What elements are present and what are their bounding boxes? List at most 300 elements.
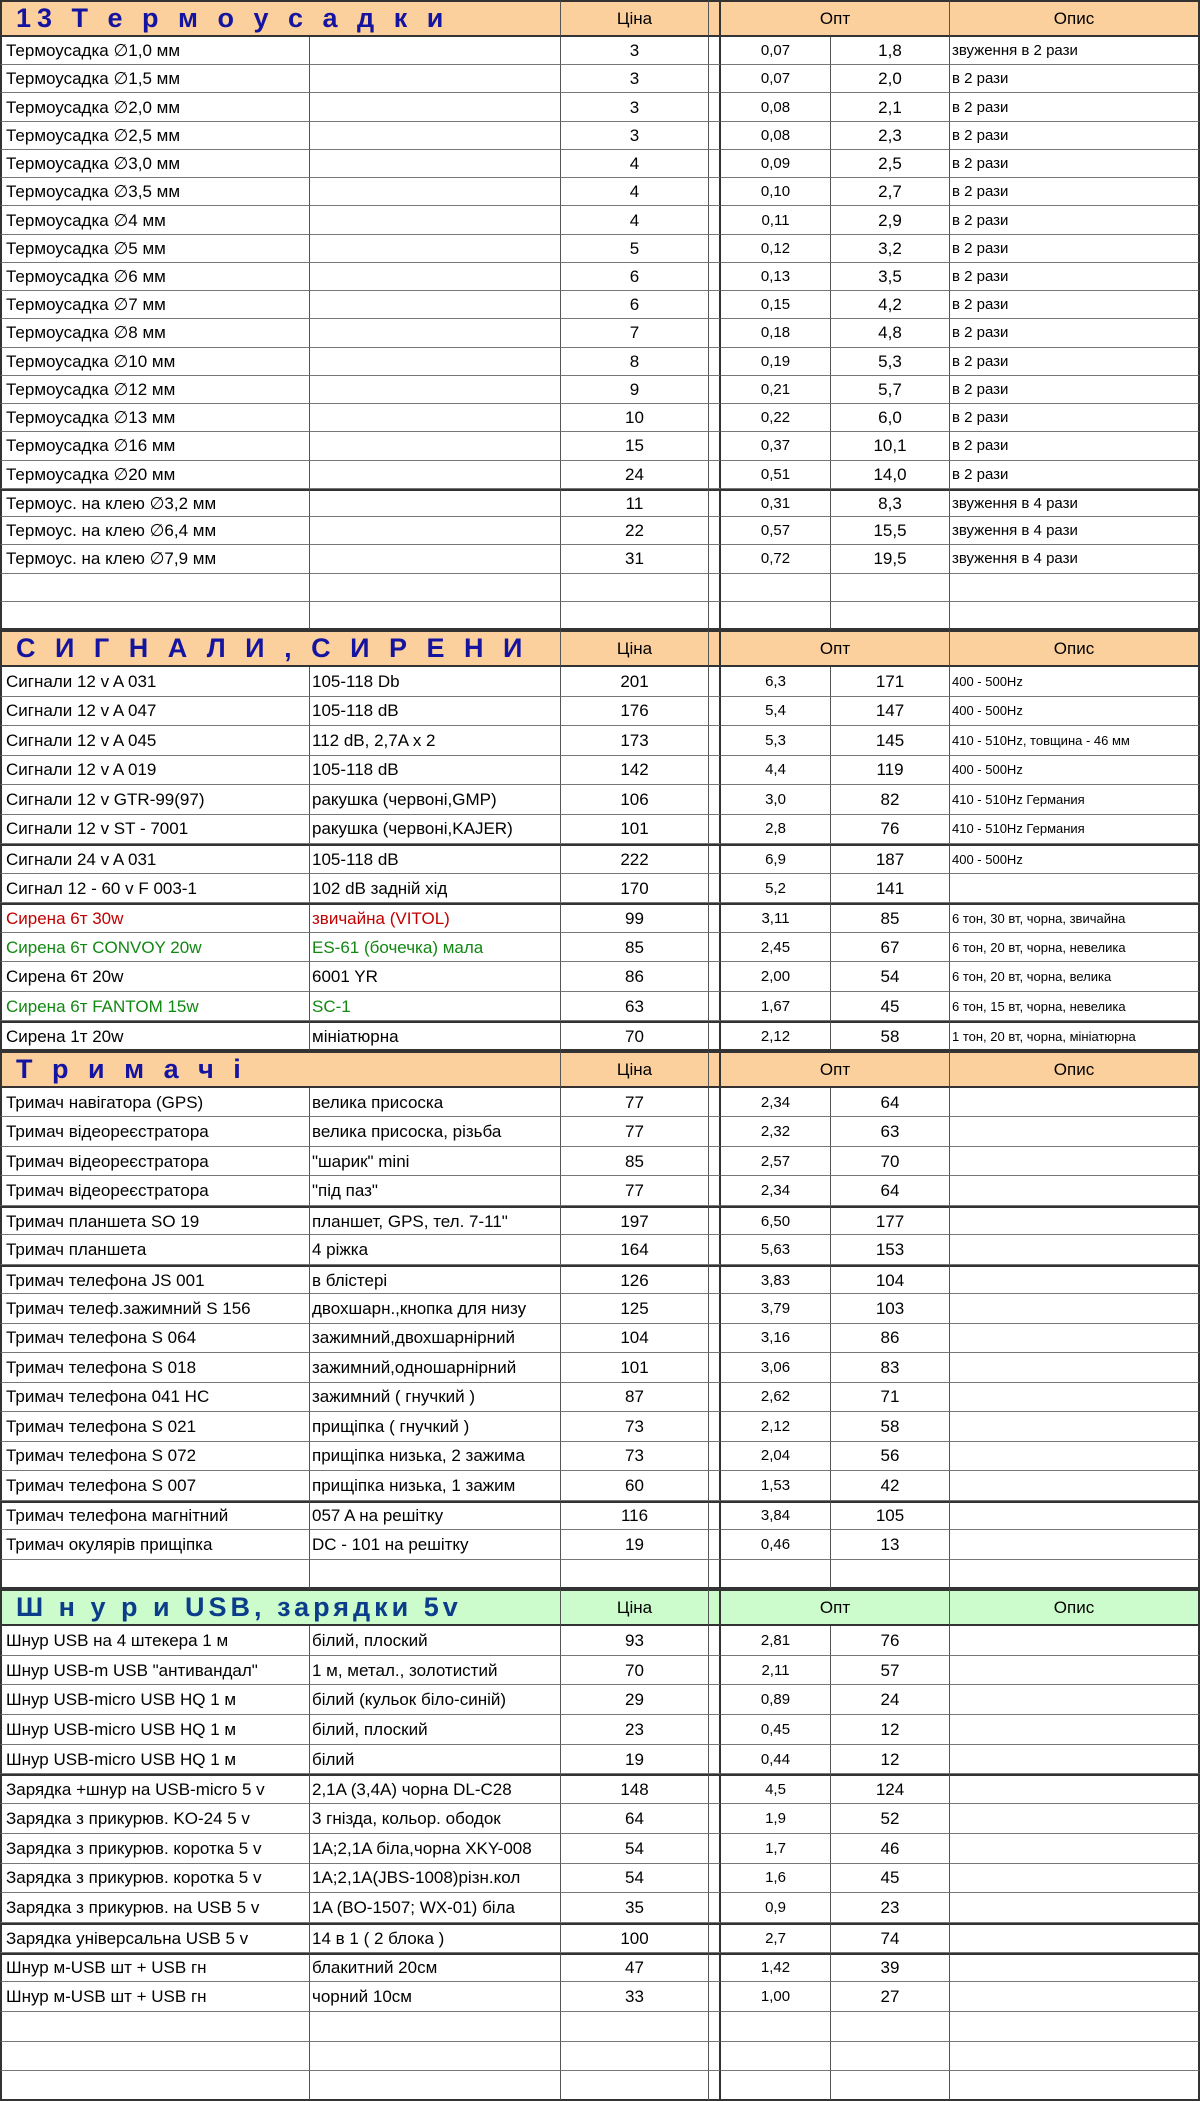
item-name: Зарядка універсальна USB 5 v (0, 1923, 310, 1953)
item-name: Тримач телефона S 064 (0, 1324, 310, 1353)
column-gap (709, 489, 721, 517)
item-price: 106 (561, 785, 709, 815)
item-name: Термоусадка ∅6 мм (0, 263, 310, 291)
table-row (0, 1021, 1200, 1051)
table-row (0, 1982, 1200, 2012)
item-opt-usd: 2,32 (721, 1117, 831, 1146)
item-price: 70 (561, 1021, 709, 1051)
item-note (950, 1953, 1200, 1983)
item-opt-usd: 2,04 (721, 1442, 831, 1471)
item-opt-uah: 58 (831, 1412, 950, 1441)
item-opt-uah (831, 2071, 950, 2101)
table-row (0, 844, 1200, 874)
table-row (0, 432, 1200, 460)
item-note: 6 тон, 20 вт, чорна, велика (950, 962, 1200, 992)
column-gap (709, 1685, 721, 1715)
item-description: SC-1 (310, 992, 561, 1022)
item-name: Тримач телефона S 007 (0, 1471, 310, 1500)
item-opt-usd: 0,19 (721, 348, 831, 376)
item-price: 73 (561, 1412, 709, 1441)
item-name: Тримач навігатора (GPS) (0, 1088, 310, 1117)
column-gap (709, 2042, 721, 2072)
table-row (0, 37, 1200, 65)
table-row (0, 1235, 1200, 1264)
item-opt-usd: 4,4 (721, 756, 831, 786)
item-opt-uah: 153 (831, 1235, 950, 1264)
item-name: Шнур USB на 4 штекера 1 м (0, 1626, 310, 1656)
item-opt-uah: 85 (831, 903, 950, 933)
item-name: Тримач окулярів прищіпка (0, 1530, 310, 1559)
item-note (950, 1206, 1200, 1235)
item-note: звуження в 2 рази (950, 37, 1200, 65)
item-opt-usd: 1,00 (721, 1982, 831, 2012)
table-row (0, 1804, 1200, 1834)
item-price: 54 (561, 1834, 709, 1864)
item-name: Термоусадка ∅1,5 мм (0, 65, 310, 93)
item-opt-usd: 0,12 (721, 235, 831, 263)
item-price: 222 (561, 844, 709, 874)
item-description: 057 A на решітку (310, 1501, 561, 1530)
item-note (950, 1442, 1200, 1471)
item-note (950, 574, 1200, 602)
item-description (310, 1560, 561, 1589)
item-note (950, 1501, 1200, 1530)
column-gap (709, 1530, 721, 1559)
item-description: 1A (BO-1507; WX-01) біла (310, 1893, 561, 1923)
item-opt-uah: 27 (831, 1982, 950, 2012)
item-opt-uah: 13 (831, 1530, 950, 1559)
column-gap (709, 319, 721, 347)
desc-header: Опис (950, 630, 1200, 667)
column-gap (709, 785, 721, 815)
item-opt-uah: 57 (831, 1656, 950, 1686)
table-row (0, 1774, 1200, 1804)
item-description (310, 545, 561, 573)
table-row (0, 697, 1200, 727)
item-name: Сигнали 12 v A 019 (0, 756, 310, 786)
item-note (950, 1834, 1200, 1864)
item-price: 3 (561, 93, 709, 121)
item-note: звуження в 4 рази (950, 545, 1200, 573)
item-name: Тримач відеореєстратора (0, 1147, 310, 1176)
item-name (0, 1560, 310, 1589)
item-price: 176 (561, 697, 709, 727)
column-gap (709, 1953, 721, 1983)
item-description: прищіпка ( гнучкий ) (310, 1412, 561, 1441)
table-row (0, 1383, 1200, 1412)
item-name: Сигнали 12 v ST - 7001 (0, 815, 310, 845)
table-row (0, 291, 1200, 319)
column-gap (709, 1412, 721, 1441)
item-opt-usd: 2,7 (721, 1923, 831, 1953)
item-price: 31 (561, 545, 709, 573)
column-gap (709, 1147, 721, 1176)
column-gap (709, 263, 721, 291)
item-note (950, 1982, 1200, 2012)
item-note (950, 1265, 1200, 1294)
opt-header: Опт (721, 1589, 950, 1626)
item-opt-usd: 2,34 (721, 1176, 831, 1205)
item-description: мініатюрна (310, 1021, 561, 1051)
column-gap (709, 1501, 721, 1530)
item-name: Сирена 6т CONVOY 20w (0, 933, 310, 963)
item-price: 24 (561, 461, 709, 489)
item-opt-usd: 2,34 (721, 1088, 831, 1117)
item-description: велика присоска (310, 1088, 561, 1117)
column-gap (709, 348, 721, 376)
item-description: 1A;2,1A(JBS-1008)різн.кол (310, 1864, 561, 1894)
item-note (950, 1560, 1200, 1589)
item-name: Шнур м-USB шт + USB гн (0, 1982, 310, 2012)
item-price: 126 (561, 1265, 709, 1294)
item-note: 400 - 500Hz (950, 844, 1200, 874)
item-opt-usd: 3,16 (721, 1324, 831, 1353)
item-description: прищіпка низька, 1 зажим (310, 1471, 561, 1500)
table-row (0, 574, 1200, 602)
item-note (950, 1893, 1200, 1923)
item-price: 197 (561, 1206, 709, 1235)
column-gap (709, 1324, 721, 1353)
item-opt-uah (831, 574, 950, 602)
item-opt-usd: 0,07 (721, 37, 831, 65)
item-description: 1A;2,1A біла,чорна XKY-008 (310, 1834, 561, 1864)
column-gap (709, 404, 721, 432)
table-row (0, 2012, 1200, 2042)
item-note: 400 - 500Hz (950, 697, 1200, 727)
price-header: Ціна (561, 1589, 709, 1626)
table-row (0, 1530, 1200, 1559)
table-row (0, 1501, 1200, 1530)
item-price (561, 2042, 709, 2072)
item-note (950, 602, 1200, 630)
item-description (310, 263, 561, 291)
item-price: 3 (561, 37, 709, 65)
item-price: 33 (561, 1982, 709, 2012)
item-opt-usd (721, 2042, 831, 2072)
item-name: Сирена 6т 20w (0, 962, 310, 992)
item-description (310, 150, 561, 178)
table-row (0, 1864, 1200, 1894)
item-description: чорний 10см (310, 1982, 561, 2012)
item-price: 99 (561, 903, 709, 933)
item-description (310, 348, 561, 376)
column-gap (709, 1864, 721, 1894)
item-opt-uah: 82 (831, 785, 950, 815)
item-description (310, 319, 561, 347)
item-note: в 2 рази (950, 263, 1200, 291)
table-row (0, 1953, 1200, 1983)
item-opt-uah: 76 (831, 1626, 950, 1656)
table-row (0, 150, 1200, 178)
table-row (0, 1834, 1200, 1864)
column-gap (709, 1589, 721, 1626)
item-price: 10 (561, 404, 709, 432)
item-note (950, 1656, 1200, 1686)
item-name: Шнур USB-micro USB HQ 1 м (0, 1745, 310, 1775)
table-row (0, 376, 1200, 404)
item-note (950, 1685, 1200, 1715)
table-row (0, 1117, 1200, 1146)
item-opt-uah: 2,0 (831, 65, 950, 93)
item-note (950, 874, 1200, 904)
item-note: в 2 рази (950, 65, 1200, 93)
item-opt-usd: 3,83 (721, 1265, 831, 1294)
item-price: 125 (561, 1294, 709, 1323)
item-description: звичайна (VITOL) (310, 903, 561, 933)
item-description: 102 dB задній хід (310, 874, 561, 904)
table-row (0, 933, 1200, 963)
item-opt-uah: 4,2 (831, 291, 950, 319)
column-gap (709, 933, 721, 963)
item-note: в 2 рази (950, 376, 1200, 404)
table-row (0, 489, 1200, 517)
item-note (950, 1864, 1200, 1894)
item-price: 104 (561, 1324, 709, 1353)
item-name: Тримач телеф.зажимний S 156 (0, 1294, 310, 1323)
item-name: Термоус. на клею ∅7,9 мм (0, 545, 310, 573)
item-opt-uah: 8,3 (831, 489, 950, 517)
item-opt-usd: 4,5 (721, 1774, 831, 1804)
item-opt-usd: 0,22 (721, 404, 831, 432)
item-opt-usd: 5,3 (721, 726, 831, 756)
item-opt-usd: 0,37 (721, 432, 831, 460)
item-opt-uah: 119 (831, 756, 950, 786)
item-name: Термоусадка ∅3,5 мм (0, 178, 310, 206)
item-price: 164 (561, 1235, 709, 1264)
item-note: 410 - 510Hz Германия (950, 815, 1200, 845)
table-row (0, 93, 1200, 121)
column-gap (709, 1923, 721, 1953)
item-price: 4 (561, 178, 709, 206)
item-price: 77 (561, 1117, 709, 1146)
item-name: Термоусадка ∅12 мм (0, 376, 310, 404)
item-description: 105-118 dB (310, 697, 561, 727)
item-note: в 2 рази (950, 404, 1200, 432)
item-opt-uah: 58 (831, 1021, 950, 1051)
column-gap (709, 150, 721, 178)
item-price: 64 (561, 1804, 709, 1834)
item-name: Термоусадка ∅4 мм (0, 206, 310, 234)
item-price: 60 (561, 1471, 709, 1500)
item-description: 6001 YR (310, 962, 561, 992)
item-opt-usd: 0,07 (721, 65, 831, 93)
column-gap (709, 93, 721, 121)
item-opt-uah: 67 (831, 933, 950, 963)
item-name: Термоусадка ∅2,0 мм (0, 93, 310, 121)
item-name: Термоусадка ∅5 мм (0, 235, 310, 263)
table-row (0, 122, 1200, 150)
section-header (0, 1589, 1200, 1626)
item-description (310, 178, 561, 206)
item-name: Сигнали 12 v A 047 (0, 697, 310, 727)
item-opt-uah: 103 (831, 1294, 950, 1323)
item-name (0, 2071, 310, 2101)
item-name (0, 574, 310, 602)
table-row (0, 1715, 1200, 1745)
item-name: Сигнали 24 v A 031 (0, 844, 310, 874)
item-price: 19 (561, 1745, 709, 1775)
item-description (310, 291, 561, 319)
item-opt-usd: 1,67 (721, 992, 831, 1022)
column-gap (709, 874, 721, 904)
item-name: Сирена 1т 20w (0, 1021, 310, 1051)
opt-header: Опт (721, 0, 950, 37)
item-price: 35 (561, 1893, 709, 1923)
table-row (0, 1685, 1200, 1715)
item-price: 93 (561, 1626, 709, 1656)
item-note (950, 1383, 1200, 1412)
item-description: білий, плоский (310, 1715, 561, 1745)
item-name: Сигнали 12 v A 045 (0, 726, 310, 756)
table-row (0, 1324, 1200, 1353)
item-opt-uah: 46 (831, 1834, 950, 1864)
item-name: Термоусадка ∅13 мм (0, 404, 310, 432)
column-gap (709, 432, 721, 460)
item-note (950, 1088, 1200, 1117)
item-price: 23 (561, 1715, 709, 1745)
item-opt-uah: 145 (831, 726, 950, 756)
item-opt-uah: 12 (831, 1745, 950, 1775)
item-note: в 2 рази (950, 291, 1200, 319)
item-opt-usd: 3,0 (721, 785, 831, 815)
item-name: Сигнал 12 - 60 v F 003-1 (0, 874, 310, 904)
item-name: Сирена 6т FANTOM 15w (0, 992, 310, 1022)
column-gap (709, 461, 721, 489)
item-opt-usd: 5,2 (721, 874, 831, 904)
item-name: Термоусадка ∅16 мм (0, 432, 310, 460)
item-price: 148 (561, 1774, 709, 1804)
section-title: Ш н у р и USB, зарядки 5v (0, 1589, 561, 1626)
item-description: білий (310, 1745, 561, 1775)
item-price: 86 (561, 962, 709, 992)
item-price (561, 574, 709, 602)
item-name: Термоусадка ∅2,5 мм (0, 122, 310, 150)
item-note: 1 тон, 20 вт, чорна, мініатюрна (950, 1021, 1200, 1051)
item-note (950, 1774, 1200, 1804)
column-gap (709, 903, 721, 933)
column-gap (709, 1774, 721, 1804)
section-header (0, 1051, 1200, 1088)
opt-header: Опт (721, 1051, 950, 1088)
item-opt-uah: 23 (831, 1893, 950, 1923)
item-description: зажимний,одношарнірний (310, 1353, 561, 1382)
item-opt-uah: 6,0 (831, 404, 950, 432)
item-note (950, 1294, 1200, 1323)
item-note (950, 1804, 1200, 1834)
table-row (0, 206, 1200, 234)
item-note (950, 1471, 1200, 1500)
item-note: 400 - 500Hz (950, 756, 1200, 786)
item-opt-uah: 83 (831, 1353, 950, 1382)
item-opt-uah: 141 (831, 874, 950, 904)
item-description (310, 2012, 561, 2042)
item-name (0, 2012, 310, 2042)
item-description (310, 602, 561, 630)
item-price: 173 (561, 726, 709, 756)
column-gap (709, 2071, 721, 2101)
item-opt-uah: 54 (831, 962, 950, 992)
item-opt-uah: 64 (831, 1176, 950, 1205)
item-opt-usd: 5,4 (721, 697, 831, 727)
item-description: в блістері (310, 1265, 561, 1294)
opt-header: Опт (721, 630, 950, 667)
item-price: 63 (561, 992, 709, 1022)
item-opt-uah: 74 (831, 1923, 950, 1953)
item-description (310, 93, 561, 121)
item-description (310, 489, 561, 517)
item-opt-usd: 3,06 (721, 1353, 831, 1382)
column-gap (709, 667, 721, 697)
column-gap (709, 517, 721, 545)
item-opt-uah: 76 (831, 815, 950, 845)
item-opt-uah: 45 (831, 1864, 950, 1894)
item-name: Термоусадка ∅3,0 мм (0, 150, 310, 178)
item-opt-usd: 2,00 (721, 962, 831, 992)
item-opt-usd: 0,44 (721, 1745, 831, 1775)
table-row (0, 319, 1200, 347)
item-price: 3 (561, 122, 709, 150)
column-gap (709, 1265, 721, 1294)
item-description: двохшарн.,кнопка для низу (310, 1294, 561, 1323)
item-note: в 2 рази (950, 432, 1200, 460)
item-opt-usd (721, 1560, 831, 1589)
item-price: 85 (561, 933, 709, 963)
item-opt-usd (721, 2071, 831, 2101)
item-opt-usd: 2,45 (721, 933, 831, 963)
item-price: 170 (561, 874, 709, 904)
item-opt-usd: 0,15 (721, 291, 831, 319)
item-name: Тримач планшета (0, 1235, 310, 1264)
price-header: Ціна (561, 1051, 709, 1088)
item-opt-usd: 2,12 (721, 1021, 831, 1051)
item-opt-uah: 63 (831, 1117, 950, 1146)
item-price: 77 (561, 1088, 709, 1117)
item-opt-uah: 52 (831, 1804, 950, 1834)
item-opt-uah: 3,5 (831, 263, 950, 291)
item-opt-usd: 0,13 (721, 263, 831, 291)
item-note: 6 тон, 20 вт, чорна, невелика (950, 933, 1200, 963)
table-row (0, 1412, 1200, 1441)
item-opt-uah: 86 (831, 1324, 950, 1353)
item-opt-uah: 39 (831, 1953, 950, 1983)
column-gap (709, 1235, 721, 1264)
item-price: 3 (561, 65, 709, 93)
item-description (310, 122, 561, 150)
table-row (0, 1626, 1200, 1656)
column-gap (709, 726, 721, 756)
item-description (310, 206, 561, 234)
item-note (950, 1715, 1200, 1745)
column-gap (709, 602, 721, 630)
item-name: Термоусадка ∅7 мм (0, 291, 310, 319)
item-price: 87 (561, 1383, 709, 1412)
item-price: 47 (561, 1953, 709, 1983)
item-opt-uah: 2,5 (831, 150, 950, 178)
column-gap (709, 756, 721, 786)
section-title: С И Г Н А Л И , С И Р Е Н И (0, 630, 561, 667)
column-gap (709, 574, 721, 602)
item-opt-uah: 45 (831, 992, 950, 1022)
item-name: Шнур м-USB шт + USB гн (0, 1953, 310, 1983)
table-row (0, 65, 1200, 93)
item-opt-usd (721, 574, 831, 602)
item-description: DC - 101 на решітку (310, 1530, 561, 1559)
column-gap (709, 0, 721, 37)
item-description: 105-118 dB (310, 756, 561, 786)
section-header (0, 630, 1200, 667)
item-name: Термоусадка ∅10 мм (0, 348, 310, 376)
item-price: 77 (561, 1176, 709, 1205)
